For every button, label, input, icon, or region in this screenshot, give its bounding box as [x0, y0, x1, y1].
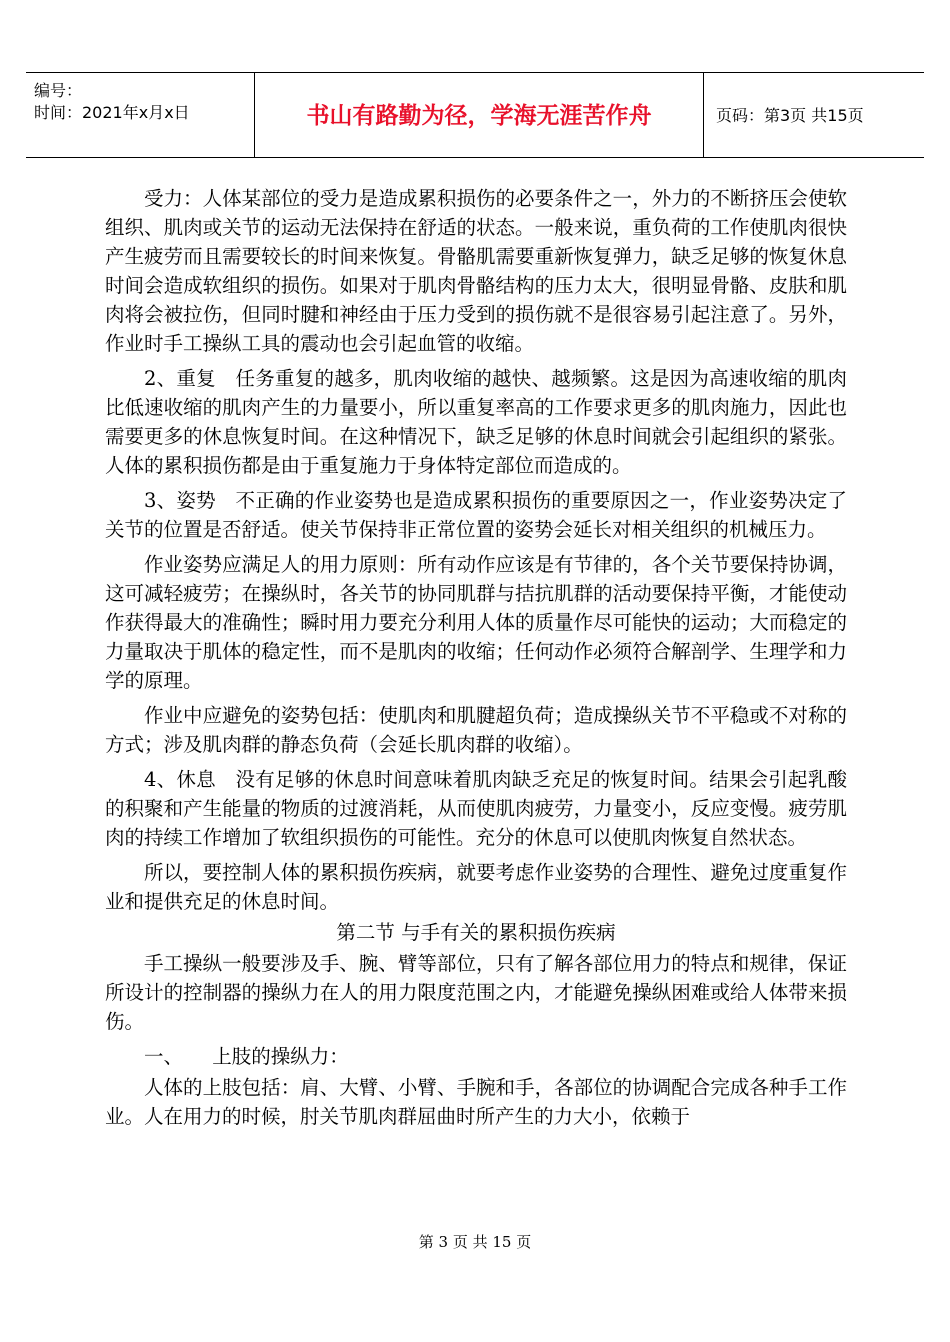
header-meta-cell	[26, 73, 255, 157]
document-body	[105, 184, 847, 1137]
paragraph-posture: 3、姿势 不正确的作业姿势也是造成累积损伤的重要原因之一，作业姿势决定了关节的位置是否舒适。使关节保持非正常位置的姿势会延长对相关组织的机械压力。	[105, 489, 847, 541]
header-page-info: 页码：第3页 共15页	[716, 106, 864, 125]
page-footer: 第 3 页 共 15 页	[418, 1233, 532, 1251]
document-time-label: 时间：2021年x月x日	[34, 103, 190, 122]
header-page-cell	[704, 73, 924, 157]
paragraph-conclusion: 所以，要控制人体的累积损伤疾病，就要考虑作业姿势的合理性、避免过度重复作业和提供充足的休息时间。	[105, 861, 847, 913]
page-header	[26, 72, 924, 158]
paragraph-upper-limb: 人体的上肢包括：肩、大臂、小臂、手腕和手，各部位的协调配合完成各种手工作业。人在用力的时候，肘关节肌肉群屈曲时所产生的力大小，依赖于	[105, 1076, 847, 1128]
paragraph-hand-operation: 手工操纵一般要涉及手、腕、臂等部位，只有了解各部位用力的特点和规律，保证所设计的控制器的操纵力在人的用力限度范围之内，才能避免操纵困难或给人体带来损伤。	[105, 952, 847, 1033]
paragraph-postures-to-avoid: 作业中应避免的姿势包括：使肌肉和肌腱超负荷；造成操纵关节不平稳或不对称的方式；涉及肌肉群的静态负荷（会延长肌肉群的收缩）。	[105, 704, 847, 756]
header-motto: 书山有路勤为径，学海无涯苦作舟	[306, 103, 652, 129]
paragraph-force: 受力：人体某部位的受力是造成累积损伤的必要条件之一，外力的不断挤压会使软组织、肌肉或关节的运动无法保持在舒适的状态。一般来说，重负荷的工作使肌肉很快产生疲劳而且需要较长的时间来恢复。骨骼肌需要重新恢复弹力，缺乏足够的恢复休息时间会造成软组织的损伤。如果对于肌肉骨骼结构的压力太大，很明显骨骼、皮肤和肌肉将会被拉伤，但同时腱和神经由于压力受到的损伤就不是很容易引起注意了。另外，作业时手工操纵工具的震动也会引起血管的收缩。	[105, 187, 847, 355]
subheading-upper-limb-force: 一、 上肢的操纵力：	[144, 1045, 349, 1068]
paragraph-repetition: 2、重复 任务重复的越多，肌肉收缩的越快、越频繁。这是因为高速收缩的肌肉比低速收缩的肌肉产生的力量要小，所以重复率高的工作要求更多的肌肉施力，因此也需要更多的休息恢复时间。在这种情况下，缺乏足够的休息时间就会引起组织的紧张。人体的累积损伤都是由于重复施力于身体特定部位而造成的。	[105, 367, 847, 477]
paragraph-posture-principles: 作业姿势应满足人的用力原则：所有动作应该是有节律的，各个关节要保持协调，这可减轻疲劳；在操纵时，各关节的协同肌群与拮抗肌群的活动要保持平衡，才能使动作获得最大的准确性；瞬时用力要充分利用人体的质量作尽可能快的运动；大而稳定的力量取决于肌体的稳定性，而不是肌肉的收缩；任何动作必须符合解剖学、生理学和力学的原理。	[105, 553, 847, 692]
section-heading: 第二节 与手有关的累积损伤疾病	[336, 921, 616, 944]
header-motto-cell	[255, 73, 704, 157]
paragraph-rest: 4、休息 没有足够的休息时间意味着肌肉缺乏充足的恢复时间。结果会引起乳酸的积聚和产生能量的物质的过渡消耗，从而使肌肉疲劳，力量变小，反应变慢。疲劳肌肉的持续工作增加了软组织损伤的可能性。充分的休息可以使肌肉恢复自然状态。	[105, 768, 847, 849]
document-number-label: 编号：	[34, 81, 83, 100]
